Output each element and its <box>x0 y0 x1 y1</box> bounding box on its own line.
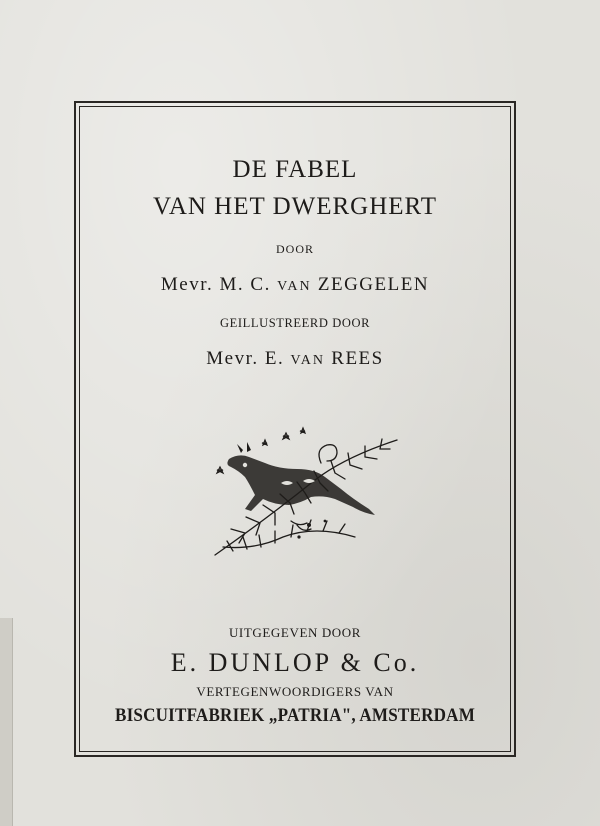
author-honorific: Mevr. M. C. <box>160 274 271 295</box>
publisher-name: E. DUNLOP & Co. <box>170 648 420 677</box>
publisher-company: BISCUITFABRIEK „PATRIA", AMSTERDAM <box>114 705 476 726</box>
title-line-1: DE FABEL <box>232 156 358 183</box>
illustrator-honorific: Mevr. E. <box>206 348 285 369</box>
publisher-rep-line: VERTEGENWOORDIGERS VAN <box>196 684 394 699</box>
illustrator-name <box>79 348 511 370</box>
illustrator-particle: VAN <box>290 353 326 368</box>
binding-stub <box>0 618 13 826</box>
author-prefix: DOOR <box>275 242 314 256</box>
author-name <box>79 274 511 296</box>
illustrator-surname: REES <box>331 348 384 369</box>
title-line-2: VAN HET DWERGHERT <box>152 193 437 220</box>
deer-with-fern-icon <box>205 425 405 560</box>
author-surname: ZEGGELEN <box>317 274 430 295</box>
publisher-prefix: UITGEGEVEN DOOR <box>228 625 362 640</box>
illustrator-prefix: GEILLUSTREERD DOOR <box>219 316 371 330</box>
author-particle: VAN <box>277 279 312 294</box>
